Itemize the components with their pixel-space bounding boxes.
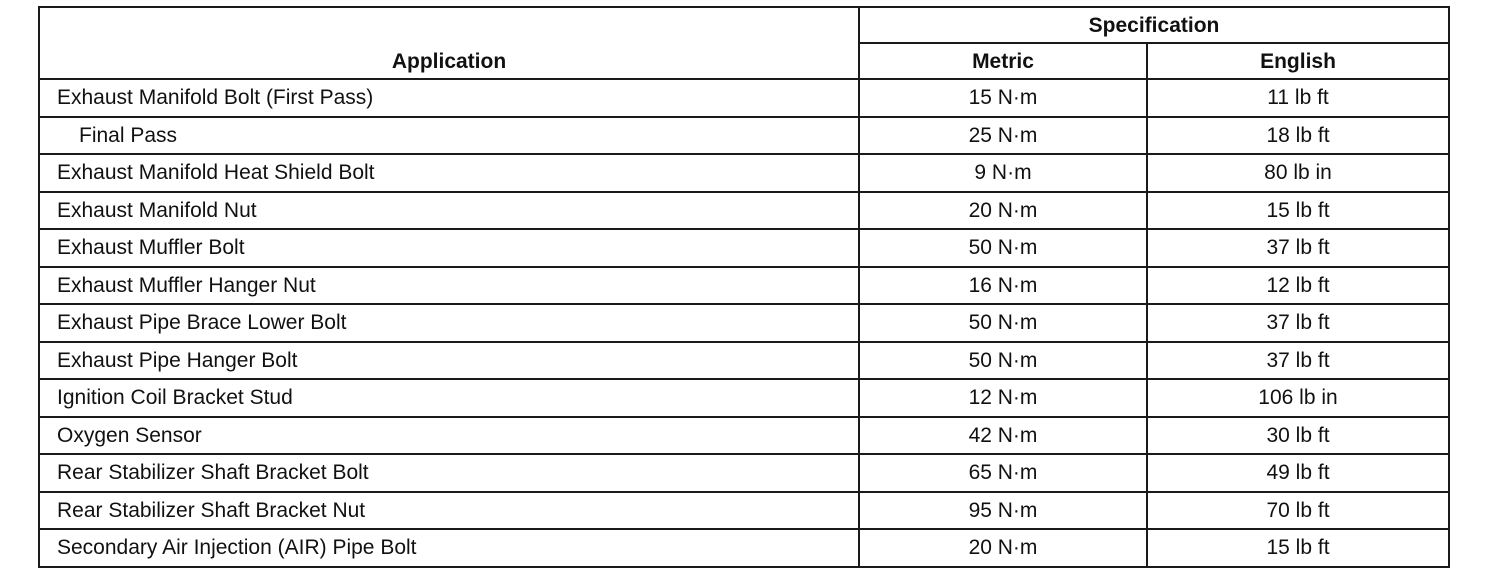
metric-value-cell: 20 N·m (859, 192, 1147, 230)
application-cell: Exhaust Pipe Hanger Bolt (39, 342, 859, 380)
table-row (39, 154, 1449, 192)
application-cell: Exhaust Manifold Bolt (First Pass) (39, 79, 859, 117)
english-value-cell: 30 lb ft (1147, 417, 1449, 455)
application-cell: Exhaust Manifold Nut (39, 192, 859, 230)
metric-value-cell: 9 N·m (859, 154, 1147, 192)
metric-value-cell: 65 N·m (859, 454, 1147, 492)
english-value-cell: 37 lb ft (1147, 304, 1449, 342)
table-row (39, 79, 1449, 117)
english-value-cell: 18 lb ft (1147, 117, 1449, 155)
english-value-cell: 15 lb ft (1147, 529, 1449, 567)
metric-value-cell: 16 N·m (859, 267, 1147, 305)
application-cell: Exhaust Manifold Heat Shield Bolt (39, 154, 859, 192)
specification-group-header: Specification (859, 7, 1449, 43)
table-row (39, 267, 1449, 305)
metric-value-cell: 12 N·m (859, 379, 1147, 417)
table-row (39, 529, 1449, 567)
application-cell: Rear Stabilizer Shaft Bracket Nut (39, 492, 859, 530)
metric-value-cell: 95 N·m (859, 492, 1147, 530)
table-row (39, 417, 1449, 455)
application-cell: Secondary Air Injection (AIR) Pipe Bolt (39, 529, 859, 567)
english-value-cell: 37 lb ft (1147, 229, 1449, 267)
metric-value-cell: 50 N·m (859, 304, 1147, 342)
application-column-header: Application (39, 7, 859, 79)
application-cell: Exhaust Muffler Bolt (39, 229, 859, 267)
metric-value-cell: 20 N·m (859, 529, 1147, 567)
table-row (39, 304, 1449, 342)
application-cell: Oxygen Sensor (39, 417, 859, 455)
english-value-cell: 11 lb ft (1147, 79, 1449, 117)
metric-value-cell: 50 N·m (859, 229, 1147, 267)
application-cell: Exhaust Pipe Brace Lower Bolt (39, 304, 859, 342)
application-cell: Ignition Coil Bracket Stud (39, 379, 859, 417)
table-row (39, 379, 1449, 417)
english-value-cell: 37 lb ft (1147, 342, 1449, 380)
english-column-header: English (1147, 43, 1449, 79)
table-row (39, 192, 1449, 230)
table-row (39, 229, 1449, 267)
english-value-cell: 49 lb ft (1147, 454, 1449, 492)
fastener-torque-table (38, 6, 1450, 568)
metric-value-cell: 50 N·m (859, 342, 1147, 380)
english-value-cell: 12 lb ft (1147, 267, 1449, 305)
english-value-cell: 106 lb in (1147, 379, 1449, 417)
english-value-cell: 70 lb ft (1147, 492, 1449, 530)
english-value-cell: 80 lb in (1147, 154, 1449, 192)
table-body (39, 79, 1449, 567)
application-cell: Final Pass (39, 117, 859, 155)
metric-value-cell: 42 N·m (859, 417, 1147, 455)
metric-value-cell: 25 N·m (859, 117, 1147, 155)
table-row (39, 492, 1449, 530)
metric-value-cell: 15 N·m (859, 79, 1147, 117)
application-cell: Rear Stabilizer Shaft Bracket Bolt (39, 454, 859, 492)
table-row (39, 342, 1449, 380)
table-header-row (39, 7, 1449, 43)
table-row (39, 454, 1449, 492)
english-value-cell: 15 lb ft (1147, 192, 1449, 230)
metric-column-header: Metric (859, 43, 1147, 79)
table-row (39, 117, 1449, 155)
application-cell: Exhaust Muffler Hanger Nut (39, 267, 859, 305)
